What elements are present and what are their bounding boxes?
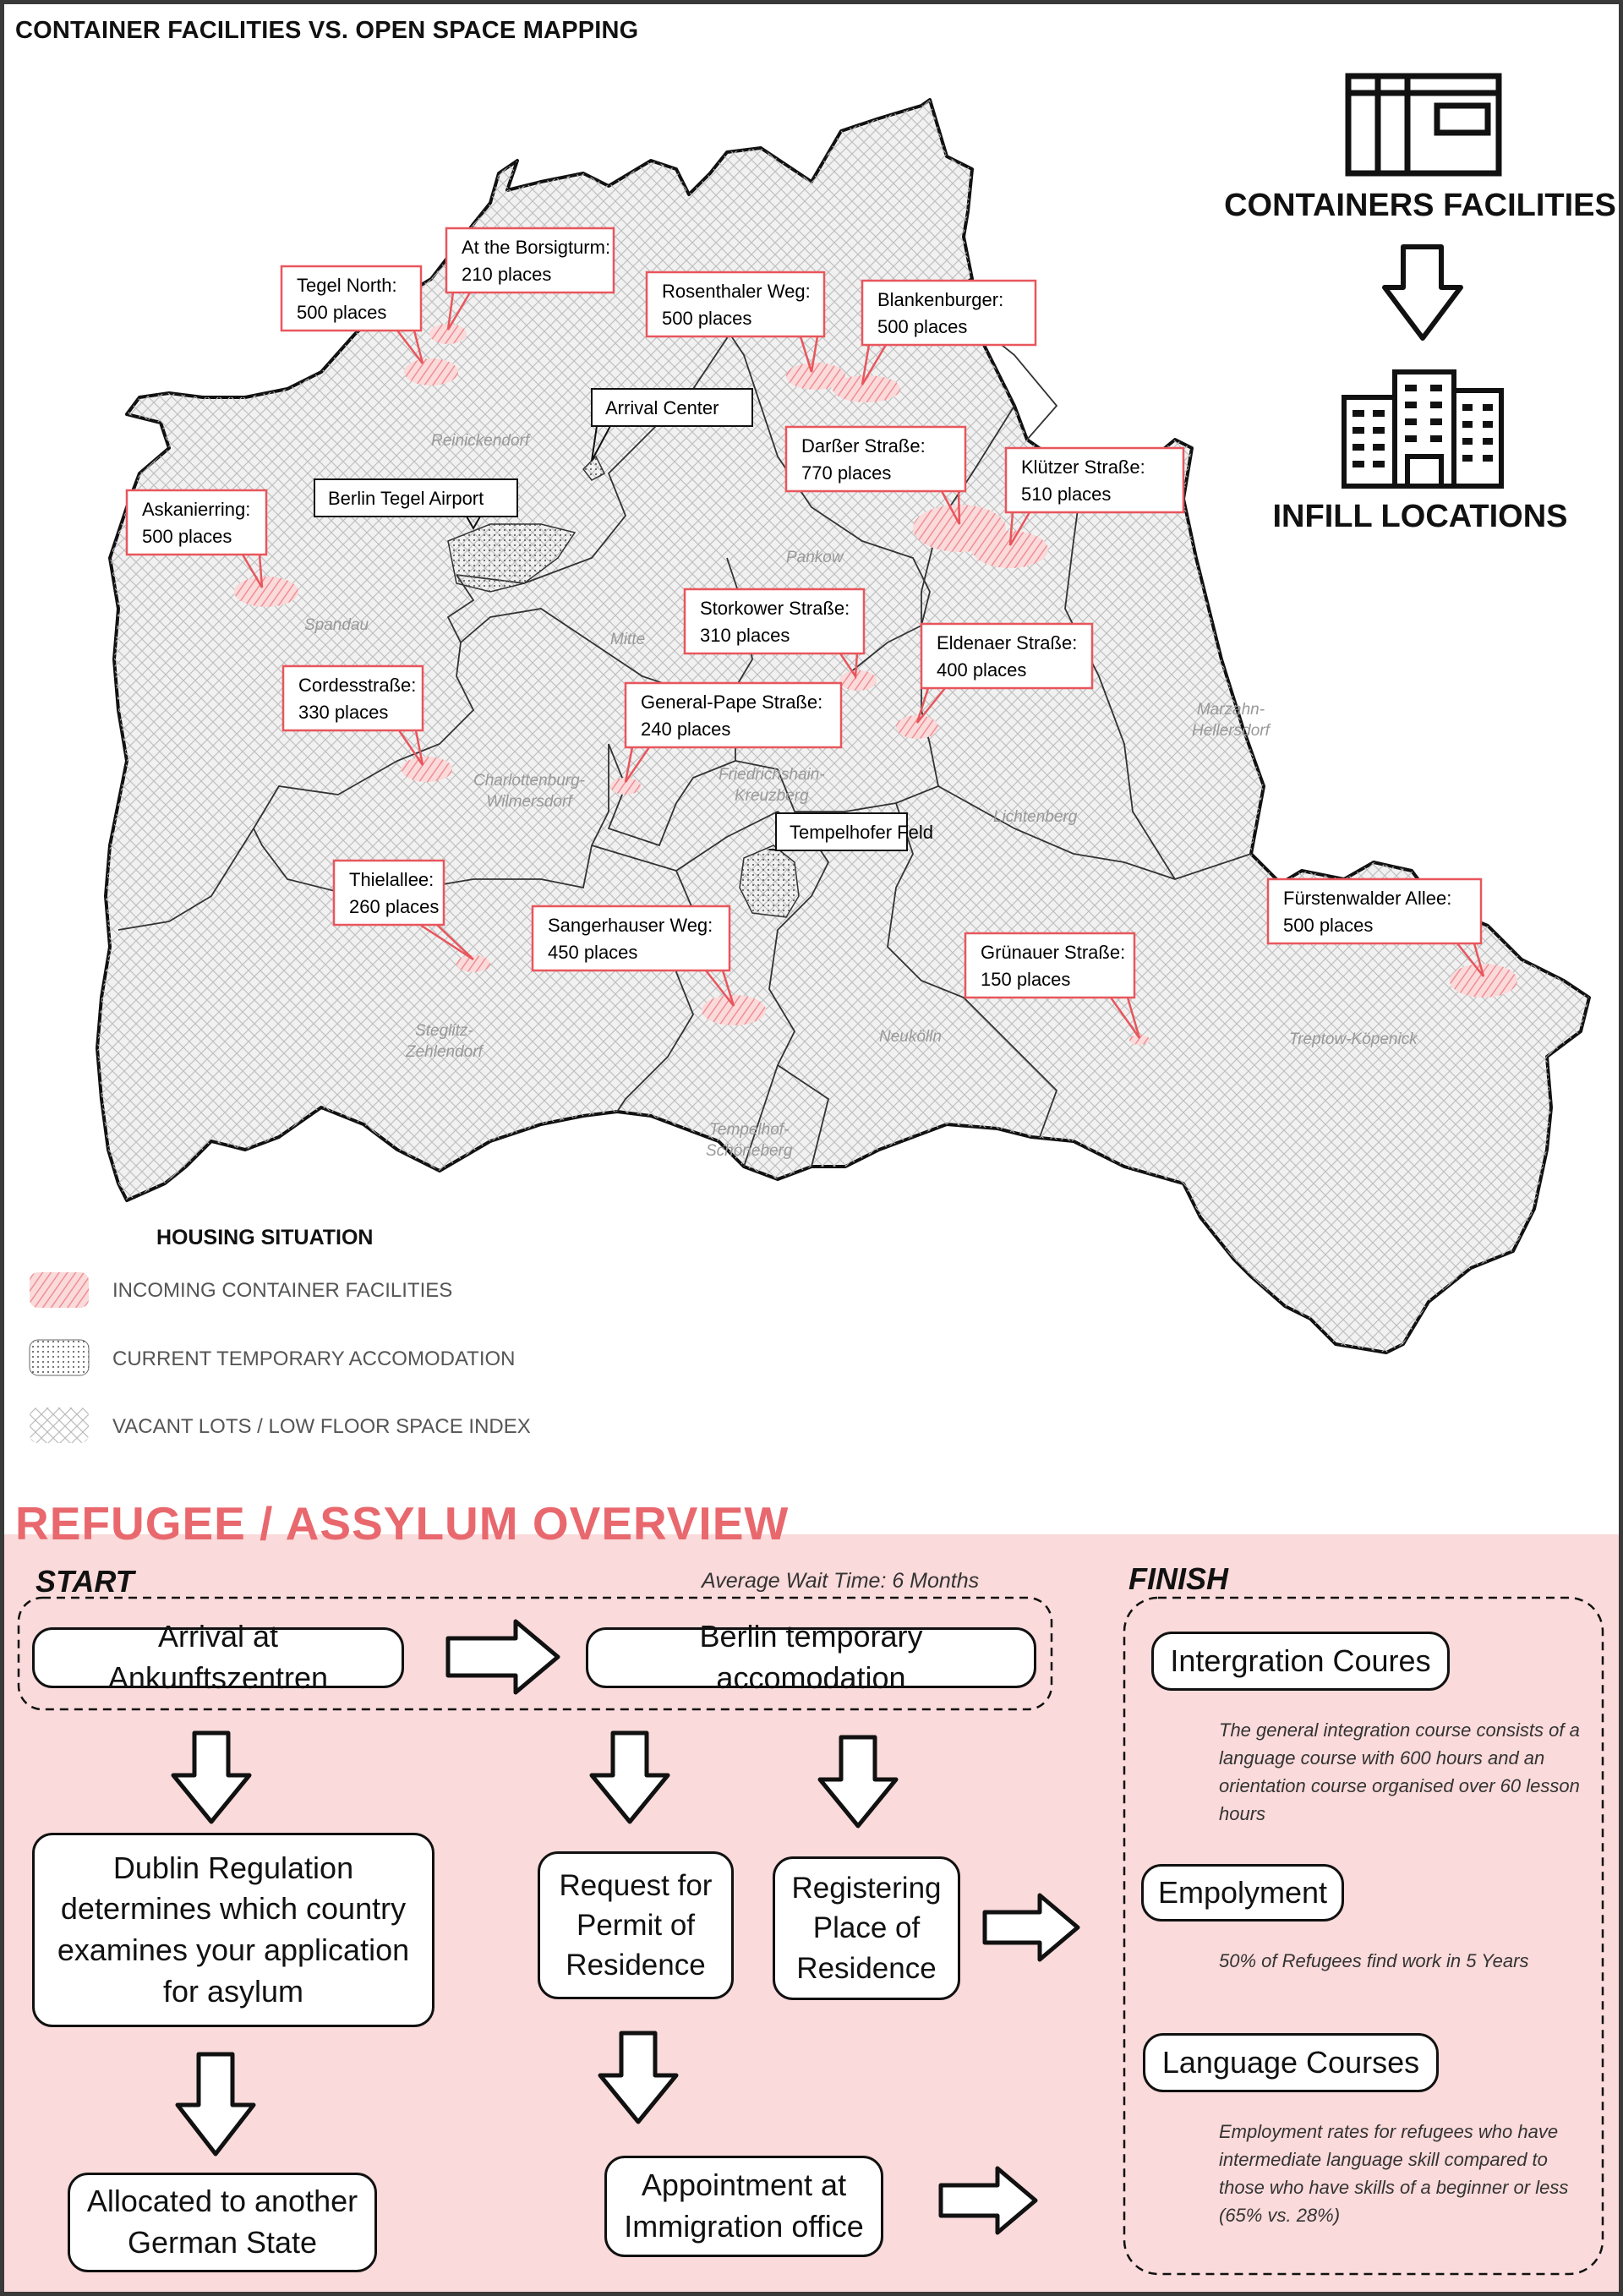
step-temporary-accommodation: Berlin temporary accomodation [586, 1627, 1036, 1688]
step-registering: Registering Place of Residence [773, 1856, 960, 2000]
facility-name: Thielallee: [349, 869, 434, 890]
facility-name: Askanierring: [142, 499, 251, 520]
facility-places: 500 places [877, 316, 968, 337]
facility-name: Blankenburger: [877, 289, 1004, 310]
facility-name: Sangerhauser Weg: [548, 915, 713, 936]
district-label: Pankow [786, 549, 844, 566]
overview-title: REFUGEE / ASSYLUM OVERVIEW [15, 1497, 790, 1550]
district-label: Lichtenberg [993, 808, 1078, 826]
facility-places: 310 places [700, 625, 790, 646]
district-label: Treptow-Köpenick [1289, 1030, 1418, 1048]
facility-places: 210 places [462, 264, 552, 285]
step-allocated: Allocated to another German State [68, 2173, 377, 2272]
district-label: Spandau [304, 616, 369, 634]
start-label: START [36, 1564, 134, 1599]
district-label: Marzahn- Hellersdorf [1192, 701, 1270, 740]
step-appointment: Appointment at Immigration office [604, 2156, 883, 2257]
finish-label: FINISH [1128, 1561, 1229, 1596]
step-permit-request: Request for Permit of Residence [538, 1851, 734, 1999]
facility-places: 400 places [937, 659, 1027, 681]
legend-item-containers: INCOMING CONTAINER FACILITIES [112, 1279, 453, 1302]
step-arrival: Arrival at Ankunftszentren [32, 1627, 404, 1688]
facility-places: 330 places [298, 702, 389, 723]
facility-places: 150 places [981, 969, 1071, 990]
temporary-site-name: Tempelhofer Feld [790, 822, 933, 843]
facility-name: Tegel North: [297, 275, 397, 296]
facility-name: Rosenthaler Weg: [662, 281, 811, 302]
facility-name: Darßer Straße: [801, 435, 926, 456]
wait-time: Average Wait Time: 6 Months [702, 1569, 980, 1593]
facility-name: Grünauer Straße: [981, 942, 1126, 963]
facility-places: 500 places [297, 302, 387, 323]
facility-name: Klützer Straße: [1021, 456, 1145, 478]
facility-name: At the Borsigturm: [462, 237, 611, 258]
integration-note: The general integration course consists of a language course with 600 hours and an orientation course organised over 60 lesson hours [1219, 1719, 1580, 1824]
facility-places: 260 places [349, 896, 440, 917]
district-label: Steglitz- Zehlendorf [406, 1022, 483, 1061]
district-label: Tempelhof- Schöneberg [706, 1121, 793, 1160]
facility-places: 770 places [801, 462, 892, 484]
facility-places: 510 places [1021, 484, 1112, 505]
facility-places: 500 places [662, 308, 752, 329]
facility-name: General-Pape Straße: [641, 692, 823, 713]
step-dublin-regulation: Dublin Regulation determines which country examines your application for asylum [32, 1833, 434, 2027]
temporary-site-name: Arrival Center [605, 397, 719, 418]
legend-item-vacant: VACANT LOTS / LOW FLOOR SPACE INDEX [112, 1415, 531, 1438]
district-label: Friedrichshain- Kreuzberg [719, 766, 825, 805]
employment-note: 50% of Refugees find work in 5 Years [1219, 1950, 1529, 1971]
facility-name: Eldenaer Straße: [937, 632, 1078, 653]
district-label: Mitte [610, 631, 646, 648]
facility-name: Fürstenwalder Allee: [1283, 888, 1452, 909]
step-employment: Empolyment [1141, 1864, 1344, 1922]
legend-item-temporary: CURRENT TEMPORARY ACCOMODATION [112, 1348, 516, 1370]
infill-label: INFILL LOCATIONS [1272, 499, 1568, 534]
facility-places: 500 places [142, 526, 232, 547]
facility-places: 450 places [548, 942, 638, 963]
facility-name: Storkower Straße: [700, 598, 850, 619]
facility-name: Cordesstraße: [298, 675, 417, 696]
containers-label: CONTAINERS FACILITIES [1224, 188, 1616, 223]
facility-places: 240 places [641, 719, 731, 740]
facility-places: 500 places [1283, 915, 1374, 936]
language-note: Employment rates for refugees who have intermediate language skill compared to those who have skills of a beginner or less (65% vs. 28%) [1219, 2121, 1569, 2226]
temporary-site-name: Berlin Tegel Airport [328, 488, 484, 509]
district-label: Reinickendorf [431, 432, 530, 450]
district-label: Neukölln [879, 1028, 942, 1046]
step-integration: Intergration Coures [1151, 1632, 1450, 1691]
legend-title: HOUSING SITUATION [156, 1226, 374, 1249]
district-label: Charlottenburg- Wilmersdorf [473, 772, 586, 811]
step-language-courses: Language Courses [1143, 2033, 1439, 2092]
page-title: CONTAINER FACILITIES VS. OPEN SPACE MAPPING [15, 17, 639, 44]
